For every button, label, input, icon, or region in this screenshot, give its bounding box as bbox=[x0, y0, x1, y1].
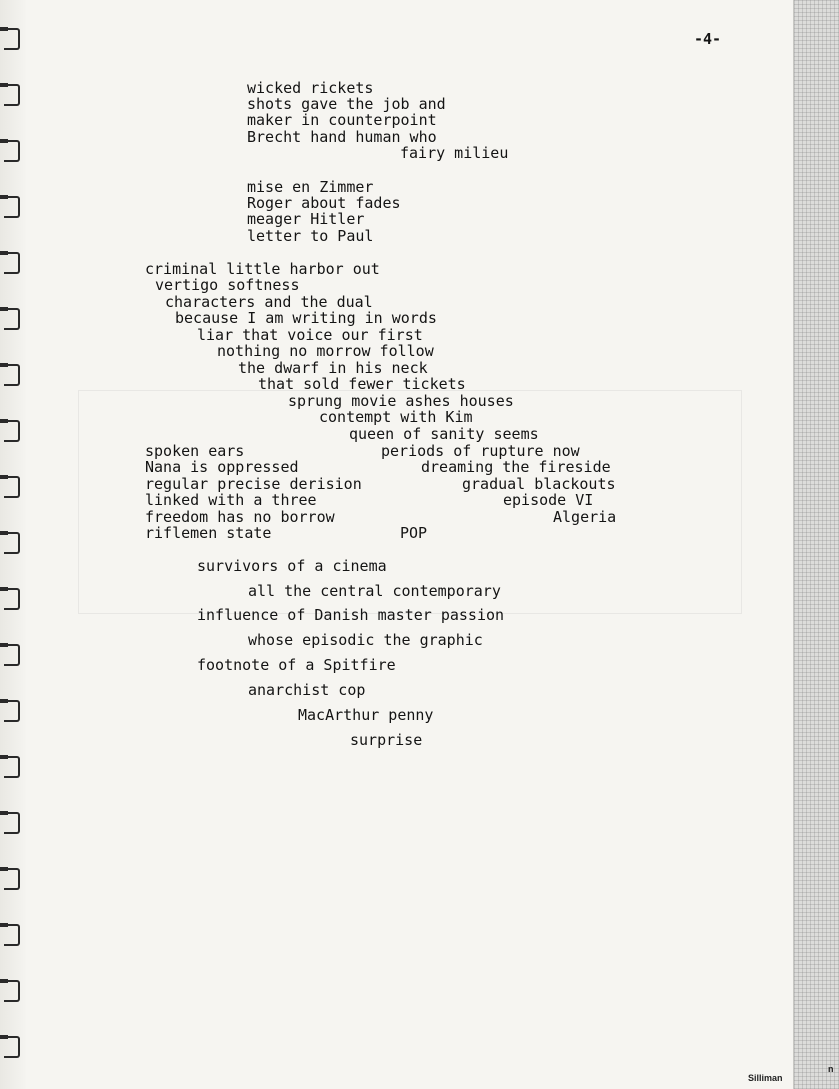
binder-ring-icon bbox=[4, 1036, 20, 1058]
binder-ring-icon bbox=[4, 364, 20, 386]
page-edge-grid bbox=[793, 0, 839, 1089]
poem-line: mise en Zimmer bbox=[247, 178, 374, 196]
poem-line: freedom has no borrow bbox=[145, 508, 335, 526]
binder-ring-icon bbox=[4, 420, 20, 442]
poem-line: queen of sanity seems bbox=[349, 425, 539, 443]
edge-mark: n bbox=[828, 1064, 834, 1074]
poem-line: riflemen state bbox=[145, 524, 272, 542]
poem-line: gradual blackouts bbox=[462, 475, 616, 493]
poem-line: nothing no morrow follow bbox=[217, 342, 434, 360]
binder-ring-icon bbox=[4, 252, 20, 274]
binder-ring-icon bbox=[4, 700, 20, 722]
binder-ring-icon bbox=[4, 812, 20, 834]
poem-line: Roger about fades bbox=[247, 194, 401, 212]
binder-ring-icon bbox=[4, 924, 20, 946]
poem-line: criminal little harbor out bbox=[145, 260, 380, 278]
poem-line: spoken ears bbox=[145, 442, 245, 460]
poem-line: MacArthur penny bbox=[298, 706, 434, 724]
binder-ring-icon bbox=[4, 756, 20, 778]
poem-line: letter to Paul bbox=[247, 227, 374, 245]
binder-ring-icon bbox=[4, 644, 20, 666]
binder-ring-icon bbox=[4, 140, 20, 162]
poem-line: fairy milieu bbox=[400, 144, 509, 162]
binder-ring-icon bbox=[4, 980, 20, 1002]
poem-line: POP bbox=[400, 524, 428, 542]
poem-line: meager Hitler bbox=[247, 210, 365, 228]
poem-line: contempt with Kim bbox=[319, 408, 473, 426]
poem-line: influence of Danish master passion bbox=[197, 606, 505, 624]
poem-line: whose episodic the graphic bbox=[248, 631, 483, 649]
binder-ring-icon bbox=[4, 532, 20, 554]
poem-line: vertigo softness bbox=[155, 276, 300, 294]
binder-ring-icon bbox=[4, 308, 20, 330]
poem-line: periods of rupture now bbox=[381, 442, 580, 460]
poem-line: shots gave the job and bbox=[247, 95, 446, 113]
poem-line: dreaming the fireside bbox=[421, 458, 611, 476]
poem-line: the dwarf in his neck bbox=[238, 359, 428, 377]
poem-line: sprung movie ashes houses bbox=[288, 392, 514, 410]
poem-line: because I am writing in words bbox=[175, 309, 437, 327]
poem-line: liar that voice our first bbox=[197, 326, 423, 344]
binder-ring-icon bbox=[4, 84, 20, 106]
poem-line: all the central contemporary bbox=[248, 582, 501, 600]
poem-line: regular precise derision bbox=[145, 475, 362, 493]
poem-line: episode VI bbox=[503, 491, 594, 509]
poem-line: survivors of a cinema bbox=[197, 557, 387, 575]
binder-spine bbox=[0, 0, 26, 1089]
poem-line: surprise bbox=[350, 731, 423, 749]
photo-credit: Silliman bbox=[748, 1073, 783, 1083]
poem-line: anarchist cop bbox=[248, 681, 366, 699]
poem-line: maker in counterpoint bbox=[247, 111, 437, 129]
poem-line: that sold fewer tickets bbox=[258, 375, 466, 393]
page-number: -4- bbox=[694, 30, 722, 48]
binder-ring-icon bbox=[4, 588, 20, 610]
poem-line: linked with a three bbox=[145, 491, 317, 509]
poem-line: footnote of a Spitfire bbox=[197, 656, 396, 674]
binder-ring-icon bbox=[4, 868, 20, 890]
poem-line: characters and the dual bbox=[165, 293, 373, 311]
poem-line: wicked rickets bbox=[247, 79, 374, 97]
binder-ring-icon bbox=[4, 196, 20, 218]
poem-line: Nana is oppressed bbox=[145, 458, 299, 476]
poem-line: Algeria bbox=[553, 508, 617, 526]
binder-ring-icon bbox=[4, 476, 20, 498]
binder-ring-icon bbox=[4, 28, 20, 50]
poem-line: Brecht hand human who bbox=[247, 128, 437, 146]
